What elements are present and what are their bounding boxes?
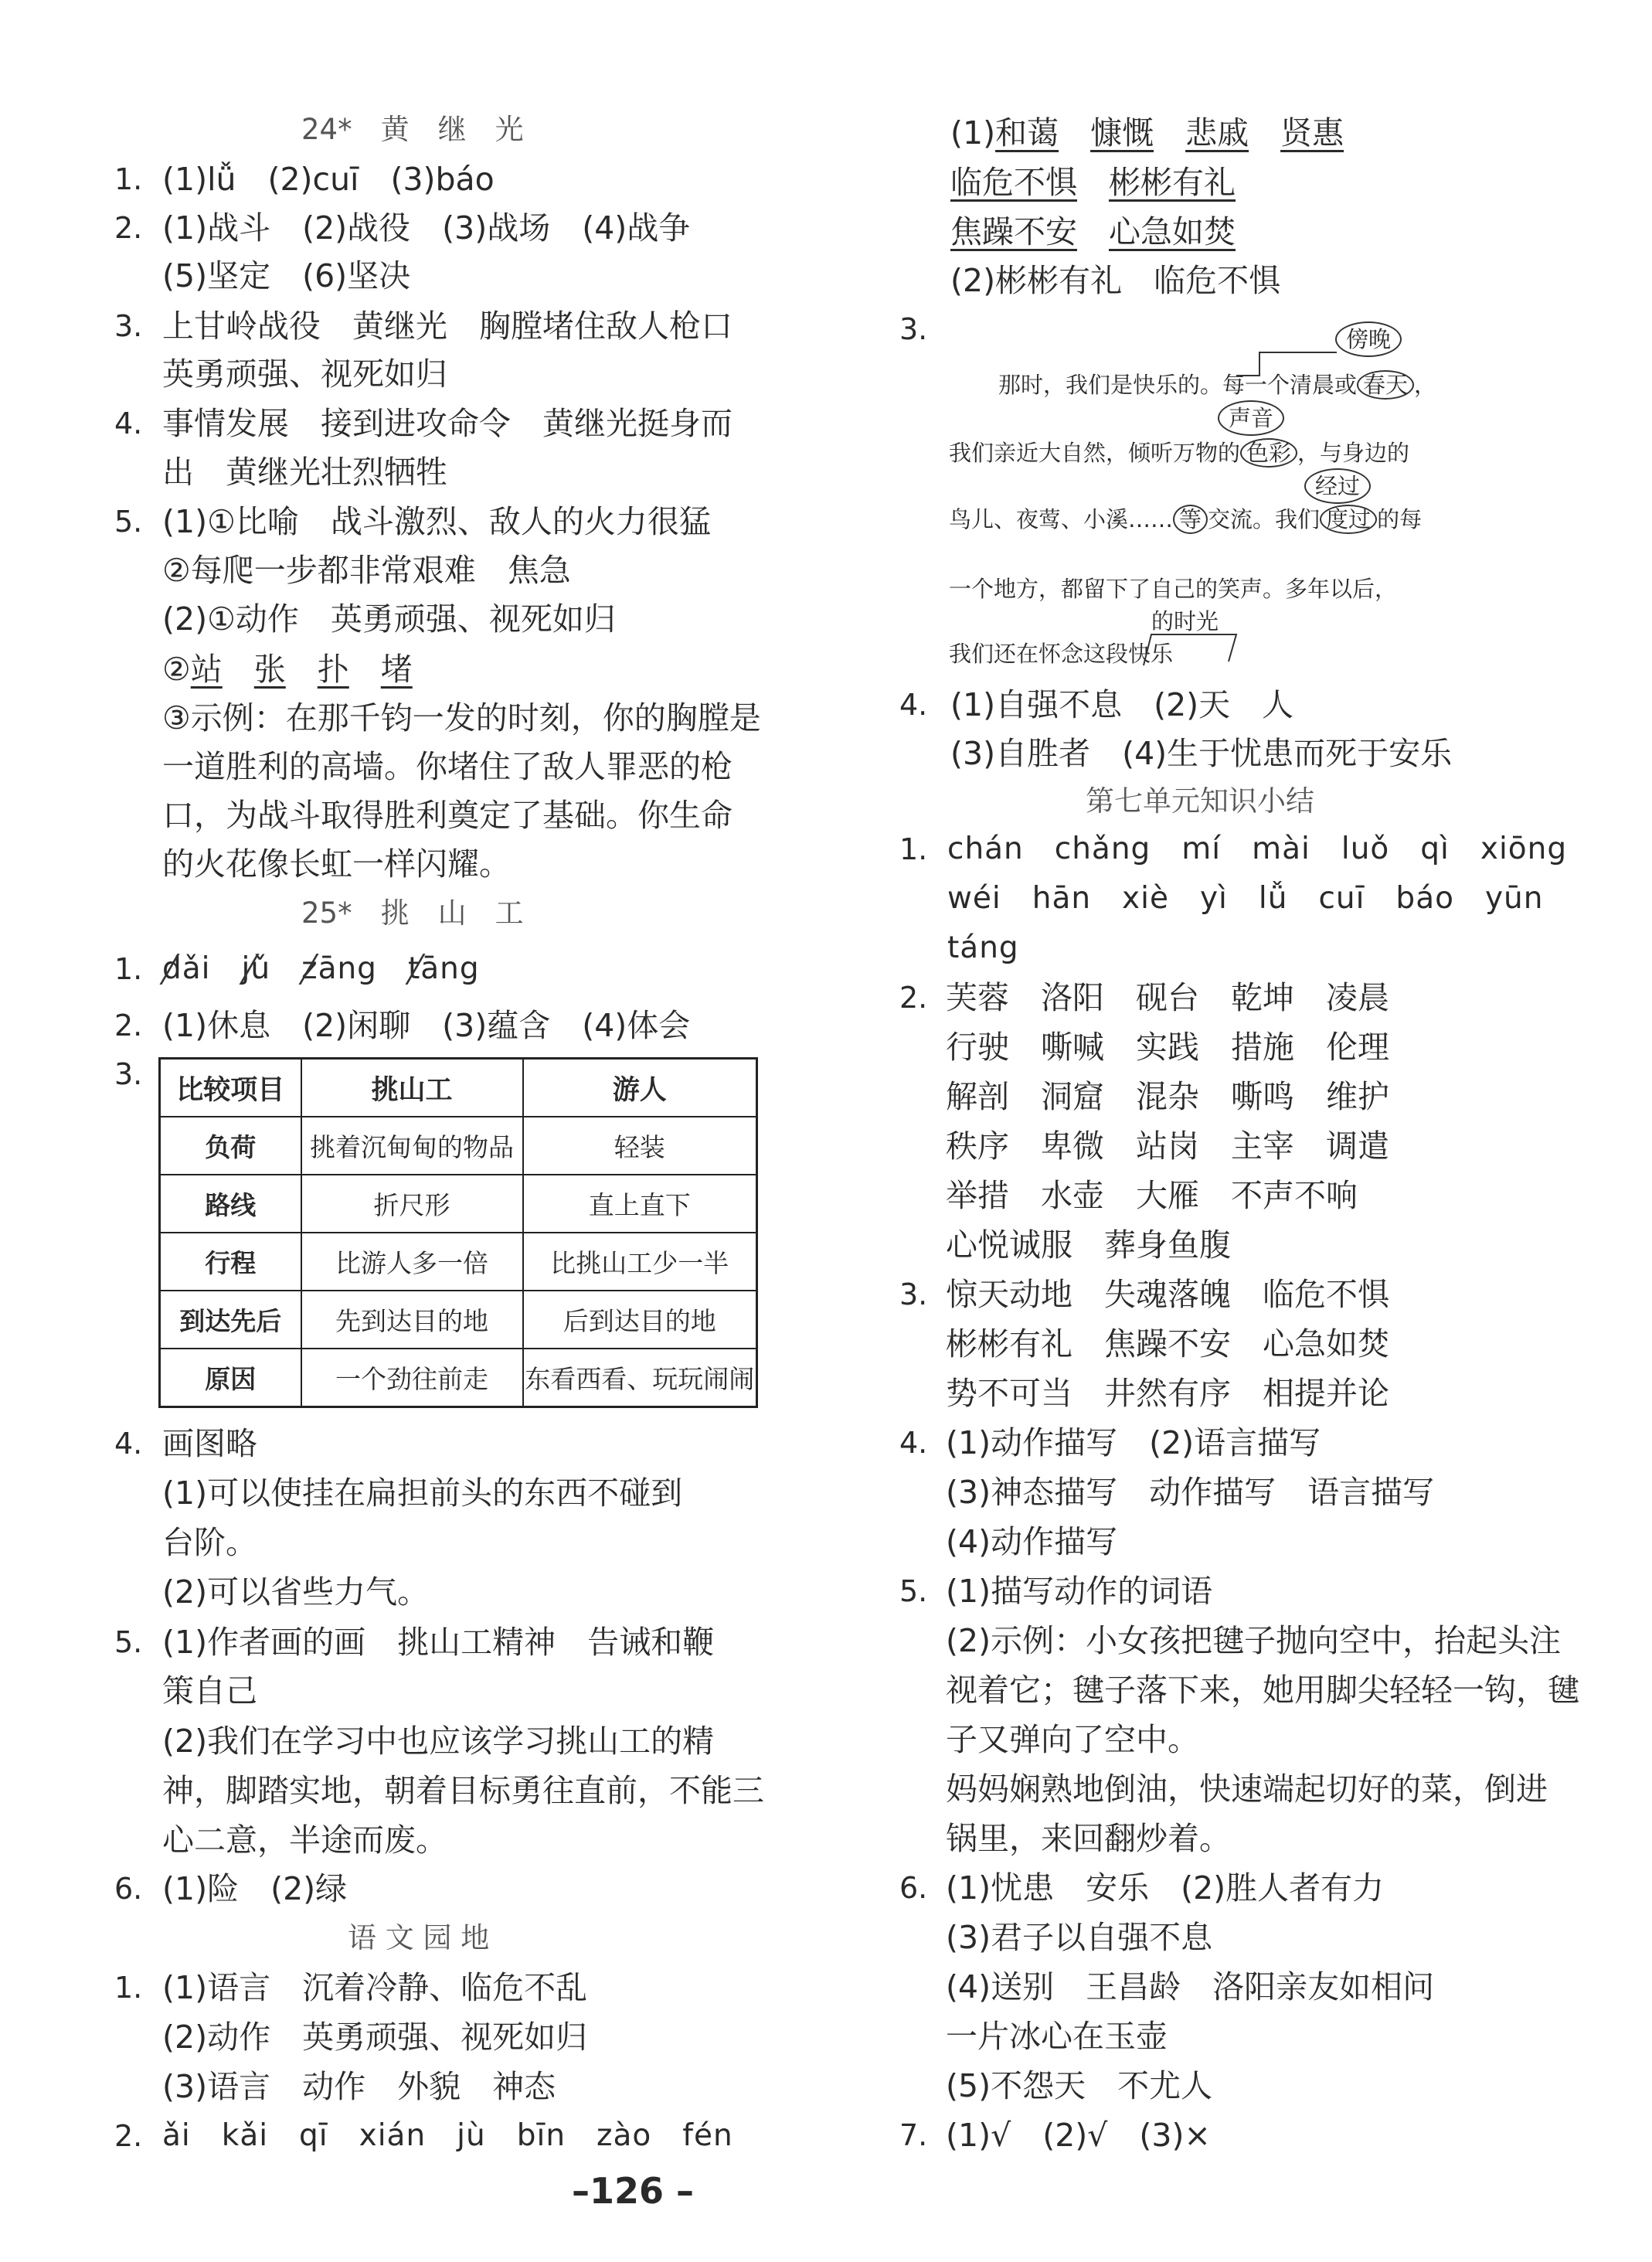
table-cell: 原因	[160, 1349, 301, 1407]
pinyin-line: wéi hān xiè yì lǚ cuī báo yūn	[947, 881, 1544, 916]
table-cell: 比游人多一倍	[301, 1233, 523, 1291]
answer-line: (3)神态描写 动作描写 语言描写	[946, 1474, 1435, 1511]
underlined-word: 心急如焚	[1109, 213, 1236, 250]
answer-line: 画图略	[162, 1425, 257, 1462]
comparison-table	[158, 1057, 758, 1408]
answer-line: 锅里，来回翻炒着。	[946, 1820, 1231, 1857]
pinyin-line: táng	[947, 930, 1019, 965]
answer-line: 妈妈娴熟地倒油，快速端起切好的菜，倒进	[946, 1770, 1548, 1808]
answer-line: 解剖 洞窟 混杂 嘶鸣 维护	[946, 1078, 1389, 1115]
answer-line: (1)语言 沉着冷静、临危不乱	[162, 1969, 588, 2006]
passage-text: ，	[1414, 372, 1437, 398]
proofread-line	[949, 437, 1409, 468]
table-row	[160, 1349, 757, 1407]
answer-line: (1)险 (2)绿	[162, 1870, 348, 1907]
table-row	[160, 1233, 757, 1291]
answer-prefix: ②	[162, 651, 191, 688]
answer-line: (3)语言 动作 外貌 神态	[162, 2068, 556, 2105]
table-header: 游人	[523, 1059, 757, 1117]
underlined-word: 悲戚	[1185, 114, 1249, 151]
struck-pinyin: tāng	[408, 949, 480, 989]
item-number: 1.	[899, 832, 928, 866]
answer-line: 一片冰心在玉壶	[946, 2018, 1168, 2055]
answer-line: (3)自胜者 (4)生于忧患而死于安乐	[950, 735, 1453, 772]
item-number: 1.	[114, 162, 143, 196]
table-cell: 负荷	[160, 1117, 301, 1175]
answer-line: (4)动作描写	[946, 1523, 1118, 1560]
item-number: 4.	[114, 1427, 143, 1461]
answer-line: (1)①比喻 战斗激烈、敌人的火力很猛	[162, 503, 711, 540]
passage-text: 那时，我们是快乐的。每一个清晨或	[998, 372, 1358, 398]
underlined-word: 扑	[317, 651, 349, 688]
answer-line: (1)作者画的画 挑山工精神 告诫和鞭	[162, 1624, 715, 1661]
proofread-line: 我们还在怀念这段快乐	[949, 641, 1174, 667]
answer-line: 英勇顽强、视死如归	[162, 355, 447, 393]
underlined-word: 张	[253, 651, 286, 688]
answer-line: 视着它；毽子落下来，她用脚尖轻轻一钩，毽	[946, 1672, 1579, 1709]
proofread-line: 一个地方，都留下了自己的笑声。多年以后，	[949, 576, 1398, 602]
answer-line: 芙蓉 洛阳 砚台 乾坤 凌晨	[946, 979, 1389, 1016]
table-row	[160, 1117, 757, 1175]
table-cell: 轻装	[523, 1117, 757, 1175]
proofread-line	[949, 504, 1422, 535]
passage-text: 鸟儿、夜莺、小溪……	[949, 506, 1174, 532]
answer-line: (2)示例：小女孩把毽子抛向空中，抬起头注	[946, 1622, 1562, 1659]
item-number: 4.	[899, 1426, 928, 1460]
item-number: 3.	[114, 309, 143, 343]
item-number: 3.	[114, 1057, 143, 1091]
circled-word: 等	[1173, 505, 1208, 534]
section-title-garden: 语 文 园 地	[348, 1921, 490, 1954]
answer-line-underlined	[162, 649, 413, 689]
answer-line: 子又弹向了空中。	[946, 1721, 1199, 1758]
struck-pinyin: jǔ	[242, 949, 271, 989]
answer-line-underlined	[950, 113, 1344, 153]
answer-line: (3)君子以自强不息	[946, 1919, 1213, 1956]
table-header-row	[160, 1059, 757, 1117]
answer-line: (1)战斗 (2)战役 (3)战场 (4)战争	[162, 209, 691, 247]
answer-line: 口，为战斗取得胜利奠定了基础。你生命	[162, 797, 733, 834]
answer-prefix: (1)	[950, 114, 996, 151]
underlined-word: 站	[190, 651, 223, 688]
answer-line: (2)我们在学习中也应该学习挑山工的精	[162, 1723, 715, 1760]
table-header: 比较项目	[160, 1059, 301, 1117]
underlined-word: 彬彬有礼	[1109, 164, 1236, 201]
circled-word: 春天	[1357, 370, 1414, 400]
table-cell: 一个劲往前走	[301, 1349, 523, 1407]
insertion-text: 的时光	[1151, 608, 1219, 634]
answer-line: 的火花像长虹一样闪耀。	[162, 845, 511, 883]
insertion-bubble: 声音	[1218, 400, 1284, 436]
passage-text: ，与身边的	[1297, 440, 1410, 466]
item-number: 3.	[899, 1277, 928, 1311]
underlined-word: 堵	[380, 651, 413, 688]
table-cell: 路线	[160, 1175, 301, 1233]
table-cell: 挑着沉甸甸的物品	[301, 1117, 523, 1175]
item-number: 2.	[899, 981, 928, 1015]
table-cell: 折尺形	[301, 1175, 523, 1233]
answer-line: 上甘岭战役 黄继光 胸膛堵住敌人枪口	[162, 308, 733, 345]
answer-line: (1)可以使挂在扁担前头的东西不碰到	[162, 1475, 683, 1512]
answer-line: (5)坚定 (6)坚决	[162, 257, 411, 294]
item-number: 2.	[114, 1009, 143, 1043]
section-title-25: 25* 挑 山 工	[301, 896, 524, 930]
underlined-word: 慷慨	[1090, 114, 1154, 151]
item-number: 6.	[899, 1871, 928, 1905]
pinyin-line: ǎi kǎi qī xián jù bīn zào fén	[162, 2118, 733, 2153]
underlined-word: 焦躁不安	[950, 213, 1077, 250]
table-cell: 到达先后	[160, 1291, 301, 1349]
table-cell: 东看西看、玩玩闹闹	[523, 1349, 757, 1407]
pinyin-line: chán chǎng mí mài luǒ qì xiōng	[947, 832, 1568, 866]
struck-pinyin: dǎi	[162, 949, 211, 989]
answer-line: 行驶 嘶喊 实践 措施 伦理	[946, 1029, 1389, 1066]
passage-text: 交流。我们	[1208, 506, 1321, 532]
item-number: 7.	[899, 2118, 928, 2152]
item-number: 2.	[114, 211, 143, 245]
answer-line: (4)送别 王昌龄 洛阳亲友如相问	[946, 1968, 1435, 2005]
item-number: 1.	[114, 1971, 143, 2005]
underlined-word: 贤惠	[1280, 114, 1344, 151]
answer-line: 心悦诚服 葬身鱼腹	[946, 1226, 1231, 1264]
answer-line: (1)自强不息 (2)天 人	[950, 686, 1294, 723]
answer-line: 彬彬有礼 焦躁不安 心急如焚	[946, 1325, 1389, 1362]
answer-line-underlined	[950, 212, 1236, 252]
answer-line: 出 黄继光壮烈牺牲	[162, 454, 447, 491]
answer-line: 事情发展 接到进攻命令 黄继光挺身而	[162, 405, 733, 442]
answer-line: (2)①动作 英勇顽强、视死如归	[162, 600, 616, 638]
answer-line: 策自己	[162, 1672, 257, 1709]
table-cell: 先到达目的地	[301, 1291, 523, 1349]
struck-pinyin: zāng	[301, 949, 377, 989]
answer-line: (2)动作 英勇顽强、视死如归	[162, 2019, 588, 2056]
table-cell: 直上直下	[523, 1175, 757, 1233]
answer-line: (1)动作描写 (2)语言描写	[946, 1424, 1321, 1461]
passage-text: 我们亲近大自然，倾听万物的	[949, 440, 1241, 466]
table-cell: 比挑山工少一半	[523, 1233, 757, 1291]
item-number: 1.	[114, 952, 143, 986]
answer-line: (1)描写动作的词语	[946, 1573, 1213, 1610]
answer-line: ②每爬一步都非常艰难 焦急	[162, 552, 571, 589]
answer-line: (1)√ (2)√ (3)×	[946, 2117, 1211, 2154]
answer-line: ③示例：在那千钧一发的时刻，你的胸膛是	[162, 699, 761, 736]
answer-line: 神，脚踏实地，朝着目标勇往直前，不能三	[162, 1772, 764, 1809]
answer-line: (1)休息 (2)闲聊 (3)蕴含 (4)体会	[162, 1007, 691, 1044]
answer-line: (2)彬彬有礼 临危不惧	[950, 262, 1281, 299]
item-number: 2.	[114, 2119, 143, 2153]
answer-line: 心二意，半途而废。	[162, 1822, 447, 1859]
insertion-bubble: 经过	[1304, 468, 1371, 504]
table-row	[160, 1291, 757, 1349]
table-header: 挑山工	[301, 1059, 523, 1117]
item-number: 5.	[114, 505, 143, 539]
answer-line: 秩序 卑微 站岗 主宰 调遣	[946, 1128, 1389, 1165]
passage-text: 的每	[1377, 506, 1423, 532]
table-row	[160, 1175, 757, 1233]
answer-line: 势不可当 井然有序 相提并论	[946, 1375, 1389, 1412]
answer-line: 举措 水壶 大雁 不声不响	[946, 1177, 1358, 1214]
answer-line: 一道胜利的高墙。你堵住了敌人罪恶的枪	[162, 748, 733, 785]
item-number: 3.	[899, 312, 928, 346]
item-number: 4.	[899, 688, 928, 722]
underlined-word: 临危不惧	[950, 164, 1077, 201]
item-number: 5.	[899, 1574, 928, 1608]
table-cell: 后到达目的地	[523, 1291, 757, 1349]
item-number: 6.	[114, 1872, 143, 1906]
answer-line: (1)忧患 安乐 (2)胜人者有力	[946, 1869, 1385, 1907]
item-number: 5.	[114, 1625, 143, 1659]
table-cell: 行程	[160, 1233, 301, 1291]
section-title-24: 24* 黄 继 光	[301, 113, 524, 146]
answer-line: (1)lǚ (2)cuī (3)báo	[162, 161, 495, 198]
answer-line: (5)不怨天 不尤人	[946, 2067, 1213, 2104]
page-number: –126 –	[572, 2170, 695, 2212]
item-number: 4.	[114, 406, 143, 440]
answer-line-underlined	[950, 162, 1236, 202]
proofread-line	[998, 369, 1436, 400]
insertion-bubble: 傍晚	[1335, 321, 1402, 357]
circled-word: 色彩	[1240, 438, 1297, 468]
section-title-unit7: 第七单元知识小结	[1086, 784, 1314, 818]
pinyin-struck	[162, 949, 480, 989]
circled-word: 度过	[1320, 505, 1377, 534]
underlined-word: 和蔼	[995, 114, 1059, 151]
answer-line: (2)可以省些力气。	[162, 1573, 430, 1611]
answer-line: 惊天动地 失魂落魄 临危不惧	[946, 1276, 1389, 1313]
answer-line: 台阶。	[162, 1524, 257, 1561]
